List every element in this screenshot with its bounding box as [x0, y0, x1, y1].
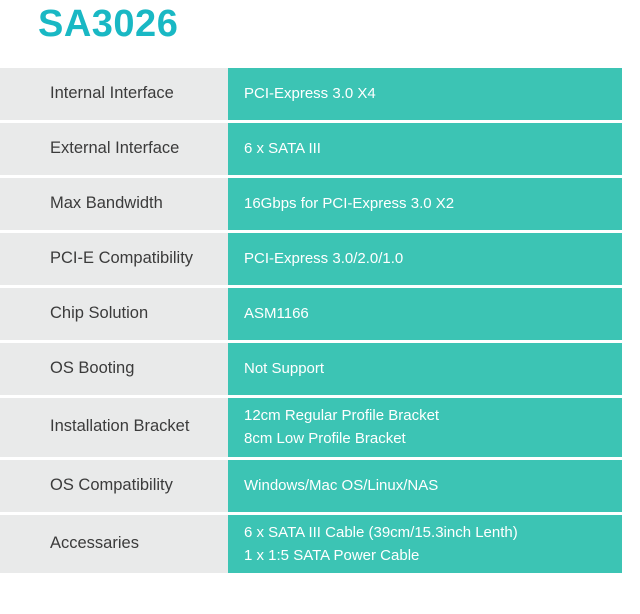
spec-value-internal-interface: [228, 68, 622, 120]
spec-value-max-bandwidth: [228, 178, 622, 230]
spec-label-internal-interface: Internal Interface: [0, 68, 228, 120]
table-row: [0, 398, 622, 457]
table-row: [0, 68, 622, 120]
spec-label-pcie-compatibility: PCI-E Compatibility: [0, 233, 228, 285]
spec-value-line: 1 x 1:5 SATA Power Cable: [244, 546, 420, 564]
spec-value-os-booting: [228, 343, 622, 395]
spec-label-chip-solution: Chip Solution: [0, 288, 228, 340]
spec-label-installation-bracket: Installation Bracket: [0, 398, 228, 457]
spec-value-line: 16Gbps for PCI-Express 3.0 X2: [244, 195, 455, 213]
spec-label-external-interface: External Interface: [0, 123, 228, 175]
spec-value-line: ASM1166: [244, 305, 309, 323]
spec-value-line: PCI-Express 3.0 X4: [244, 85, 376, 103]
spec-label-accessaries: Accessaries: [0, 515, 228, 574]
spec-value-line: 8cm Low Profile Bracket: [244, 430, 406, 448]
table-row: [0, 123, 622, 175]
spec-value-os-compatibility: [228, 460, 622, 512]
spec-label-os-compatibility: OS Compatibility: [0, 460, 228, 512]
spec-value-installation-bracket: [228, 398, 622, 457]
table-row: [0, 460, 622, 512]
table-row: [0, 515, 622, 574]
table-row: [0, 178, 622, 230]
table-row: [0, 288, 622, 340]
specifications-table: [0, 65, 622, 576]
spec-table-body: [0, 68, 622, 573]
spec-label-os-booting: OS Booting: [0, 343, 228, 395]
spec-label-max-bandwidth: Max Bandwidth: [0, 178, 228, 230]
spec-value-pcie-compatibility: [228, 233, 622, 285]
spec-value-line: 6 x SATA III: [244, 140, 321, 158]
spec-value-line: Windows/Mac OS/Linux/NAS: [244, 476, 439, 494]
spec-value-line: Not Support: [244, 360, 325, 378]
table-row: [0, 233, 622, 285]
spec-value-line: 6 x SATA III Cable (39cm/15.3inch Lenth): [244, 523, 518, 541]
spec-value-line: PCI-Express 3.0/2.0/1.0: [244, 250, 404, 268]
spec-value-accessaries: [228, 515, 622, 574]
spec-value-external-interface: [228, 123, 622, 175]
page-title: SA3026: [38, 3, 179, 45]
spec-value-line: 12cm Regular Profile Bracket: [244, 407, 440, 424]
table-row: [0, 343, 622, 395]
spec-value-chip-solution: [228, 288, 622, 340]
